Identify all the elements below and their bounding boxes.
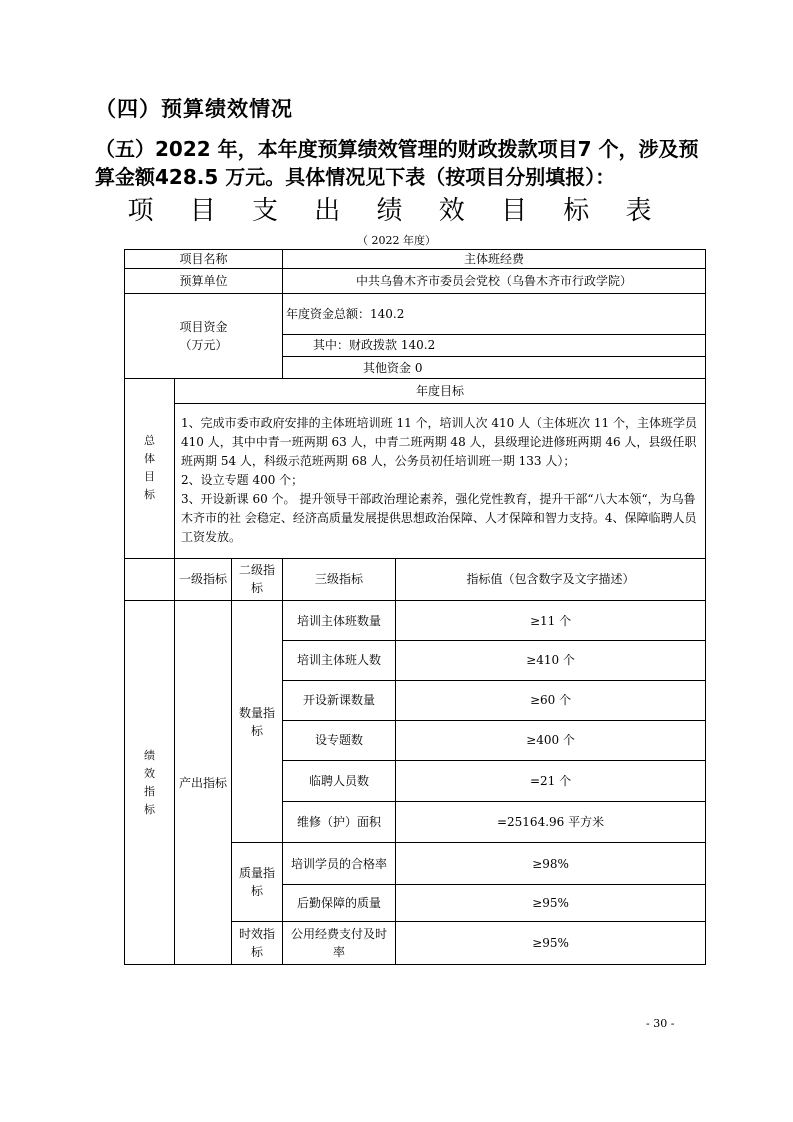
goal-line-2: 2、设立专题 400 个； (181, 473, 304, 488)
indicator-value: =25164.96 平方米 (396, 801, 706, 842)
indicator-label-char: 指 (144, 784, 155, 798)
funds-unit-text: （万元） (179, 338, 228, 353)
indicator-name: 维修（护）面积 (283, 801, 396, 842)
goal-label-char: 目 (144, 470, 155, 484)
funds-label-text: 项目资金 (179, 320, 228, 335)
funds-other: 其他资金 0 (283, 356, 706, 378)
indicator-label-char: 绩 (144, 748, 155, 762)
project-funds-label (125, 293, 283, 379)
indicator-name: 临聘人员数 (283, 761, 396, 802)
indicator-value: ≥400 个 (396, 720, 706, 761)
indicator-label-char: 效 (144, 766, 155, 780)
value-header: 指标值（包含数字及文字描述） (396, 558, 706, 601)
goal-label-char: 总 (144, 434, 155, 448)
indicator-value: ≥98% (396, 842, 706, 885)
project-name-label: 项目名称 (125, 250, 283, 269)
goal-label-char: 体 (144, 452, 155, 466)
performance-indicator-label (125, 601, 175, 965)
goal-line-1: 1、完成市委市政府安排的主体班培训班 11 个，培训人次 410 人（主体班次 11 个，主体班学员 410 人，其中中青一班两期 63 人，中青二班两期 48 人，县级理论进修班两期 46 人，县级任职班两期 54 人，科级示范班两期 68 人，公务员初任培训班一期 133 人）； (181, 416, 697, 469)
level2-header: 二级指标 (232, 558, 283, 601)
indicator-name: 培训主体班数量 (283, 601, 396, 641)
indicator-name: 培训主体班人数 (283, 641, 396, 681)
level3-header: 三级指标 (283, 558, 396, 601)
performance-target-table (124, 249, 706, 965)
timeliness-indicator-label: 时效指标 (232, 922, 283, 965)
overall-goal-label (125, 379, 175, 558)
quality-indicator-label: 质量指标 (232, 842, 283, 921)
quantity-indicator-label: 数量指标 (232, 601, 283, 842)
section-heading-5: （五）2022 年，本年度预算绩效管理的财政拨款项目7 个，涉及预算金额428.5 万元。具体情况见下表（按项目分别填报）： (95, 137, 699, 189)
indicator-value: ≥60 个 (396, 680, 706, 720)
section-heading-4: （四）预算绩效情况 (95, 97, 293, 121)
goal-label-char: 标 (144, 488, 155, 502)
indicator-name: 开设新课数量 (283, 680, 396, 720)
indicator-label-char: 标 (144, 802, 155, 816)
table-title: 项 目 支 出 绩 效 目 标 表 (127, 196, 666, 226)
funds-fiscal: 其中：财政拨款 140.2 (283, 334, 706, 356)
indicator-name: 公用经费支付及时率 (283, 922, 396, 965)
annual-goal-text (175, 403, 706, 558)
level1-header: 一级指标 (175, 558, 232, 601)
indicator-name: 设专题数 (283, 720, 396, 761)
page-number: - 30 - (646, 1017, 675, 1030)
annual-goal-label: 年度目标 (175, 379, 706, 403)
year-note: （ 2022 年度） (357, 234, 436, 247)
indicator-name: 后勤保障的质量 (283, 885, 396, 922)
blank-cell (125, 558, 175, 601)
indicator-value: ≥410 个 (396, 641, 706, 681)
funds-total: 年度资金总额：140.2 (283, 293, 706, 334)
indicator-value: ≥11 个 (396, 601, 706, 641)
project-name-value: 主体班经费 (283, 250, 706, 269)
indicator-name: 培训学员的合格率 (283, 842, 396, 885)
budget-unit-label: 预算单位 (125, 269, 283, 293)
indicator-value: ≥95% (396, 885, 706, 922)
indicator-value: ≥95% (396, 922, 706, 965)
indicator-value: =21 个 (396, 761, 706, 802)
output-indicator-label: 产出指标 (175, 601, 232, 965)
goal-line-3: 3、开设新课 60 个。 提升领导干部政治理论素养，强化党性教育，提升干部“八大本领“，为乌鲁木齐市的社 会稳定、经济高质量发展提供思想政治保障、人才保障和智力支持。4、保障临聘人员工资发放。 (181, 492, 697, 545)
budget-unit-value: 中共乌鲁木齐市委员会党校（乌鲁木齐市行政学院） (283, 269, 706, 293)
